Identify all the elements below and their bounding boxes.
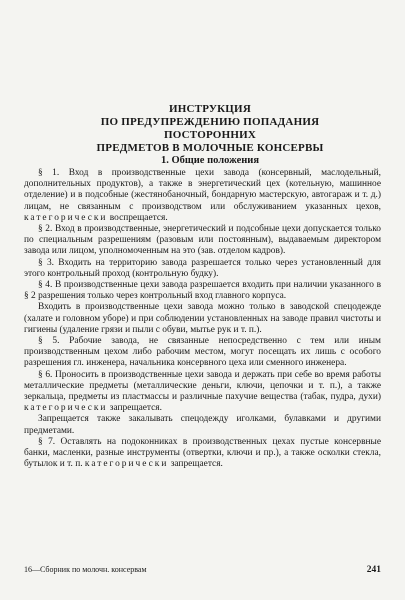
paragraph-text: § 1. Вход в производственные цехи завода (консервный, маслодельный, дополнительных продуктов), а также в энергетический цех (котельную, машинное отделение) и в подсобные (жестянобаночный, бондарную мастерскую, автогараж и т. д.) лицам, не связанным с производством или обслуживанием указанных цехов, [24,168,381,212]
paragraph [24,258,381,280]
page-number: 241 [366,565,381,575]
paragraph [24,437,381,471]
paragraph [24,414,381,436]
footer-book-title: 16—Сборник по молочн. консервам [24,565,147,574]
document-body [24,168,381,470]
title-line: ПРЕДМЕТОВ В МОЛОЧНЫЕ КОНСЕРВЫ [96,142,324,154]
page-footer [24,565,381,575]
title-line: ИНСТРУКЦИЯ [169,103,251,115]
document-title [60,103,360,155]
paragraph-text: § 6. Проносить в производственные цехи завода и держать при себе во время работы металлические предметы (металлические деньги, ключи, цепочки и т. п.), а также зеркальца, предметы из пластмассы и различные пахучие вещества (табак, пудра, духи) [24,369,381,403]
paragraph-text: § 2. Вход в производственные, энергетический и подсобные цехи допускается только по специальным разрешениям (разовым или постоянным), выдаваемым директором завода или лицом, уполномоченным на это (зав. отделом кадров). [24,224,381,257]
paragraph-text: Запрещается также закалывать спецодежду иголками, булавками и другими предметами. [24,414,381,436]
emphasis-text: категорически [24,403,108,414]
paragraph [24,224,381,258]
paragraph [24,336,381,370]
paragraph-text: Входить в производственные цехи завода можно только в заводской спецодежде (халате и головном уборе) и при соблюдении установленных на заводе правил чистоты и гигиены (удаление грязи и пыли с обуви, мытье рук и т. п.). [24,302,381,335]
emphasis-text: категорически [24,212,108,223]
paragraph-text: § 3. Входить на территорию завода разрешается только через установленный для этого контрольный проход (контрольную будку). [24,257,381,279]
paragraph-text: воспрещается. [107,212,168,223]
paragraph [24,280,381,302]
paragraph-text: § 4. В производственные цехи завода разрешается входить при наличии указанного в § 2 разрешения только через контрольный вход главного корпуса. [24,280,381,302]
paragraph-text: запрещается. [168,459,223,470]
title-line: ПО ПРЕДУПРЕЖДЕНИЮ ПОПАДАНИЯ ПОСТОРОННИХ [100,116,320,141]
emphasis-text: категорически [84,459,169,470]
paragraph-text: запрещается. [107,403,162,414]
paragraph [24,302,381,336]
paragraph [24,370,381,415]
section-heading: 1. Общие положения [160,155,260,166]
paragraph-text: § 5. Рабочие завода, не связанные непосредственно с тем или иным производственным цехом либо рабочим местом, могут посещать их лишь с особого разрешения гл. инженера, начальника консервного цеха или сменного инженера. [24,336,381,369]
paragraph [24,168,381,224]
paragraph-text: § 7. Оставлять на подоконниках в производственных цехах пустые консервные банки, масленки, разные инструменты (отвертки, ключи и пр.), а также осколки стекла, бутылок и т. п. [24,436,381,470]
